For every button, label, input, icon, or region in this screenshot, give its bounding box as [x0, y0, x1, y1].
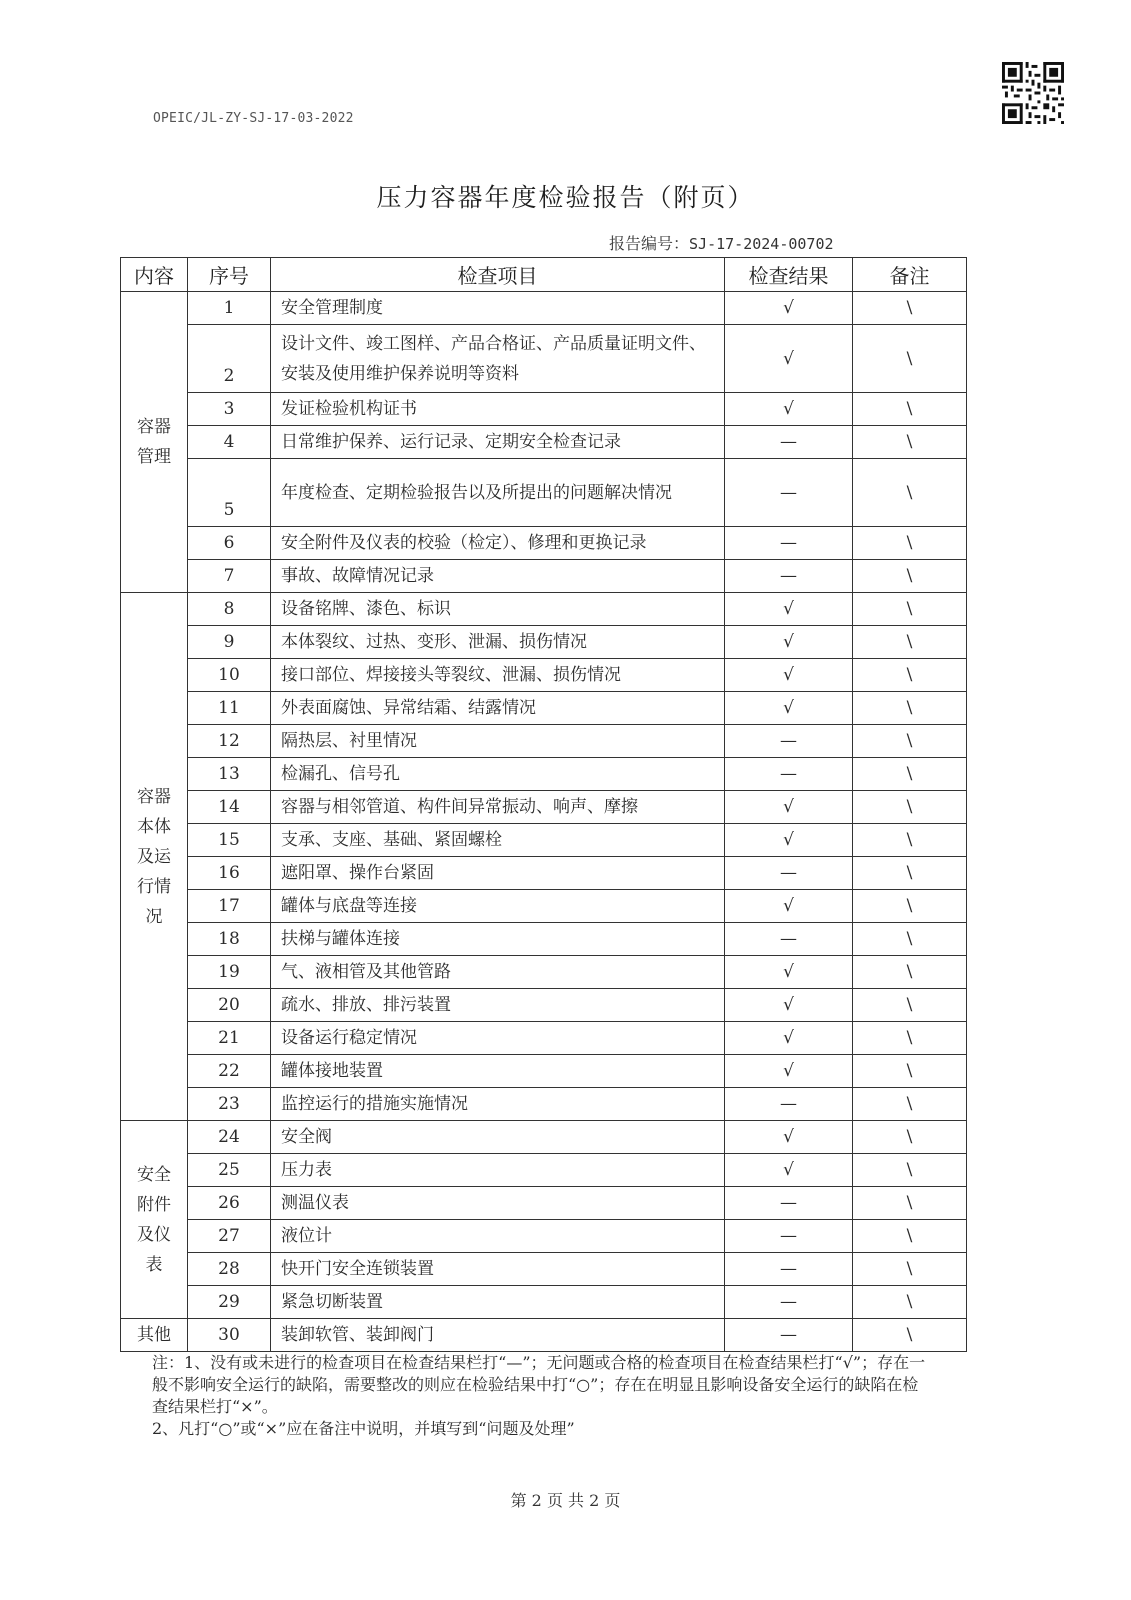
result-cell: √: [725, 989, 853, 1022]
table-row: [121, 857, 967, 890]
seq-cell: 25: [188, 1154, 271, 1187]
item-cell: 外表面腐蚀、异常结霜、结露情况: [271, 692, 725, 725]
report-number: [609, 231, 834, 254]
category-label: 管理: [137, 447, 171, 467]
notes: [152, 1352, 932, 1440]
seq-cell: 27: [188, 1220, 271, 1253]
table-row: [121, 1319, 967, 1352]
category-label: 本体: [137, 816, 171, 837]
result-cell: —: [725, 857, 853, 890]
seq-cell: 7: [188, 560, 271, 593]
item-cell: 设备铭牌、漆色、标识: [271, 593, 725, 626]
seq-cell: 13: [188, 758, 271, 791]
header-seq: 序号: [188, 258, 271, 292]
item-cell: 接口部位、焊接接头等裂纹、泄漏、损伤情况: [271, 659, 725, 692]
remark-cell: \: [853, 692, 967, 725]
table-row: [121, 890, 967, 923]
seq-cell: 20: [188, 989, 271, 1022]
table-row: [121, 956, 967, 989]
result-cell: —: [725, 527, 853, 560]
result-cell: √: [725, 393, 853, 426]
result-cell: √: [725, 593, 853, 626]
category-label: 表: [145, 1254, 163, 1275]
seq-cell: 5: [188, 459, 271, 527]
remark-cell: \: [853, 1055, 967, 1088]
result-cell: —: [725, 1220, 853, 1253]
remark-cell: \: [853, 1319, 967, 1352]
remark-cell: \: [853, 593, 967, 626]
seq-cell: 24: [188, 1121, 271, 1154]
page-footer: 第 2 页 共 2 页: [510, 1491, 621, 1510]
header-remark: 备注: [853, 258, 967, 292]
seq-cell: 17: [188, 890, 271, 923]
remark-cell: \: [853, 459, 967, 527]
result-cell: —: [725, 1319, 853, 1352]
report-number-value: SJ-17-2024-00702: [689, 235, 834, 253]
table-row: [121, 626, 967, 659]
result-cell: —: [725, 1187, 853, 1220]
result-cell: —: [725, 426, 853, 459]
table-row: [121, 692, 967, 725]
remark-cell: \: [853, 923, 967, 956]
item-cell: 遮阳罩、操作台紧固: [271, 857, 725, 890]
remark-cell: \: [853, 1253, 967, 1286]
remark-cell: \: [853, 325, 967, 393]
remark-cell: \: [853, 626, 967, 659]
result-cell: √: [725, 1154, 853, 1187]
table-header-row: [121, 258, 967, 292]
result-cell: √: [725, 325, 853, 393]
seq-cell: 26: [188, 1187, 271, 1220]
seq-cell: 11: [188, 692, 271, 725]
result-cell: √: [725, 1055, 853, 1088]
table-row: [121, 1121, 967, 1154]
table-row: [121, 659, 967, 692]
category-cell: [121, 1121, 188, 1319]
result-cell: √: [725, 956, 853, 989]
seq-cell: 16: [188, 857, 271, 890]
remark-cell: \: [853, 989, 967, 1022]
remark-cell: \: [853, 890, 967, 923]
document-code: OPEIC/JL-ZY-SJ-17-03-2022: [153, 111, 354, 126]
header-result: 检查结果: [725, 258, 853, 292]
remark-cell: \: [853, 824, 967, 857]
table-row: [121, 560, 967, 593]
item-cell: 安全附件及仪表的校验（检定）、修理和更换记录: [271, 527, 725, 560]
item-cell: 安全管理制度: [271, 292, 725, 325]
seq-cell: 6: [188, 527, 271, 560]
qr-code-icon: [1002, 62, 1064, 124]
table-row: [121, 791, 967, 824]
category-label: 及仪: [137, 1224, 171, 1245]
table-row: [121, 923, 967, 956]
result-cell: —: [725, 560, 853, 593]
remark-cell: \: [853, 857, 967, 890]
category-cell: [121, 1319, 188, 1352]
item-cell: 设计文件、竣工图样、产品合格证、产品质量证明文件、安装及使用维护保养说明等资料: [271, 325, 725, 393]
table-row: [121, 1187, 967, 1220]
item-cell: 压力表: [271, 1154, 725, 1187]
table-row: [121, 1286, 967, 1319]
table-row: [121, 1022, 967, 1055]
header-item: 检查项目: [271, 258, 725, 292]
item-cell: 罐体与底盘等连接: [271, 890, 725, 923]
category-cell: [121, 292, 188, 593]
table-row: [121, 527, 967, 560]
table-row: [121, 824, 967, 857]
category-label: 容器: [137, 786, 171, 807]
table-row: [121, 725, 967, 758]
remark-cell: \: [853, 292, 967, 325]
inspection-table: [120, 257, 967, 1352]
remark-cell: \: [853, 758, 967, 791]
item-cell: 事故、故障情况记录: [271, 560, 725, 593]
seq-cell: 9: [188, 626, 271, 659]
seq-cell: 4: [188, 426, 271, 459]
table-row: [121, 1154, 967, 1187]
seq-cell: 8: [188, 593, 271, 626]
item-cell: 支承、支座、基础、紧固螺栓: [271, 824, 725, 857]
result-cell: —: [725, 1286, 853, 1319]
seq-cell: 23: [188, 1088, 271, 1121]
page-title: 压力容器年度检验报告（附页）: [376, 183, 755, 212]
result-cell: √: [725, 1022, 853, 1055]
category-label: 及运: [137, 846, 171, 867]
category-label: 其他: [137, 1325, 171, 1345]
item-cell: 测温仪表: [271, 1187, 725, 1220]
remark-cell: \: [853, 1154, 967, 1187]
remark-cell: \: [853, 560, 967, 593]
item-cell: 监控运行的措施实施情况: [271, 1088, 725, 1121]
category-label: 安全: [137, 1164, 171, 1185]
table-row: [121, 426, 967, 459]
category-label: 容器: [137, 417, 171, 437]
item-cell: 本体裂纹、过热、变形、泄漏、损伤情况: [271, 626, 725, 659]
result-cell: —: [725, 459, 853, 527]
result-cell: —: [725, 725, 853, 758]
seq-cell: 19: [188, 956, 271, 989]
result-cell: √: [725, 626, 853, 659]
item-cell: 安全阀: [271, 1121, 725, 1154]
table-row: [121, 1253, 967, 1286]
item-cell: 装卸软管、装卸阀门: [271, 1319, 725, 1352]
item-cell: 发证检验机构证书: [271, 393, 725, 426]
remark-cell: \: [853, 725, 967, 758]
category-label: 行情: [137, 876, 171, 897]
seq-cell: 10: [188, 659, 271, 692]
table-row: [121, 989, 967, 1022]
table-row: [121, 758, 967, 791]
remark-cell: \: [853, 1022, 967, 1055]
result-cell: √: [725, 692, 853, 725]
remark-cell: \: [853, 527, 967, 560]
result-cell: √: [725, 292, 853, 325]
table-row: [121, 459, 967, 527]
item-cell: 容器与相邻管道、构件间异常振动、响声、摩擦: [271, 791, 725, 824]
header-content: 内容: [121, 258, 188, 292]
item-cell: 隔热层、衬里情况: [271, 725, 725, 758]
result-cell: √: [725, 824, 853, 857]
result-cell: —: [725, 1253, 853, 1286]
item-cell: 检漏孔、信号孔: [271, 758, 725, 791]
remark-cell: \: [853, 791, 967, 824]
seq-cell: 30: [188, 1319, 271, 1352]
remark-cell: \: [853, 1187, 967, 1220]
item-cell: 罐体接地装置: [271, 1055, 725, 1088]
seq-cell: 2: [188, 325, 271, 393]
category-cell: [121, 593, 188, 1121]
remark-cell: \: [853, 393, 967, 426]
item-cell: 快开门安全连锁装置: [271, 1253, 725, 1286]
table-row: [121, 325, 967, 393]
remark-cell: \: [853, 1220, 967, 1253]
result-cell: —: [725, 758, 853, 791]
note-1: 注：1、没有或未进行的检查项目在检查结果栏打“—”；无问题或合格的检查项目在检查结果栏打“√”；存在一般不影响安全运行的缺陷，需要整改的则应在检验结果中打“○”；存在在明显且影响设备安全运行的缺陷在检查结果栏打“×”。: [152, 1353, 926, 1416]
result-cell: √: [725, 890, 853, 923]
seq-cell: 29: [188, 1286, 271, 1319]
item-cell: 设备运行稳定情况: [271, 1022, 725, 1055]
item-cell: 日常维护保养、运行记录、定期安全检查记录: [271, 426, 725, 459]
item-cell: 气、液相管及其他管路: [271, 956, 725, 989]
note-2: 2、凡打“○”或“×”应在备注中说明，并填写到“问题及处理”: [152, 1419, 575, 1438]
category-label: 况: [145, 906, 163, 927]
item-cell: 疏水、排放、排污装置: [271, 989, 725, 1022]
remark-cell: \: [853, 426, 967, 459]
seq-cell: 14: [188, 791, 271, 824]
seq-cell: 22: [188, 1055, 271, 1088]
table-row: [121, 1055, 967, 1088]
table-row: [121, 1220, 967, 1253]
item-cell: 年度检查、定期检验报告以及所提出的问题解决情况: [271, 459, 725, 527]
table-row: [121, 393, 967, 426]
result-cell: √: [725, 659, 853, 692]
result-cell: —: [725, 1088, 853, 1121]
seq-cell: 21: [188, 1022, 271, 1055]
item-cell: 紧急切断装置: [271, 1286, 725, 1319]
result-cell: √: [725, 791, 853, 824]
result-cell: —: [725, 923, 853, 956]
seq-cell: 28: [188, 1253, 271, 1286]
category-label: 附件: [137, 1194, 171, 1215]
seq-cell: 12: [188, 725, 271, 758]
result-cell: √: [725, 1121, 853, 1154]
table-row: [121, 1088, 967, 1121]
seq-cell: 3: [188, 393, 271, 426]
remark-cell: \: [853, 956, 967, 989]
table-row: [121, 593, 967, 626]
seq-cell: 18: [188, 923, 271, 956]
remark-cell: \: [853, 1121, 967, 1154]
remark-cell: \: [853, 1088, 967, 1121]
item-cell: 液位计: [271, 1220, 725, 1253]
seq-cell: 15: [188, 824, 271, 857]
item-cell: 扶梯与罐体连接: [271, 923, 725, 956]
seq-cell: 1: [188, 292, 271, 325]
remark-cell: \: [853, 659, 967, 692]
report-number-label: 报告编号：: [609, 234, 690, 253]
table-row: [121, 292, 967, 325]
remark-cell: \: [853, 1286, 967, 1319]
